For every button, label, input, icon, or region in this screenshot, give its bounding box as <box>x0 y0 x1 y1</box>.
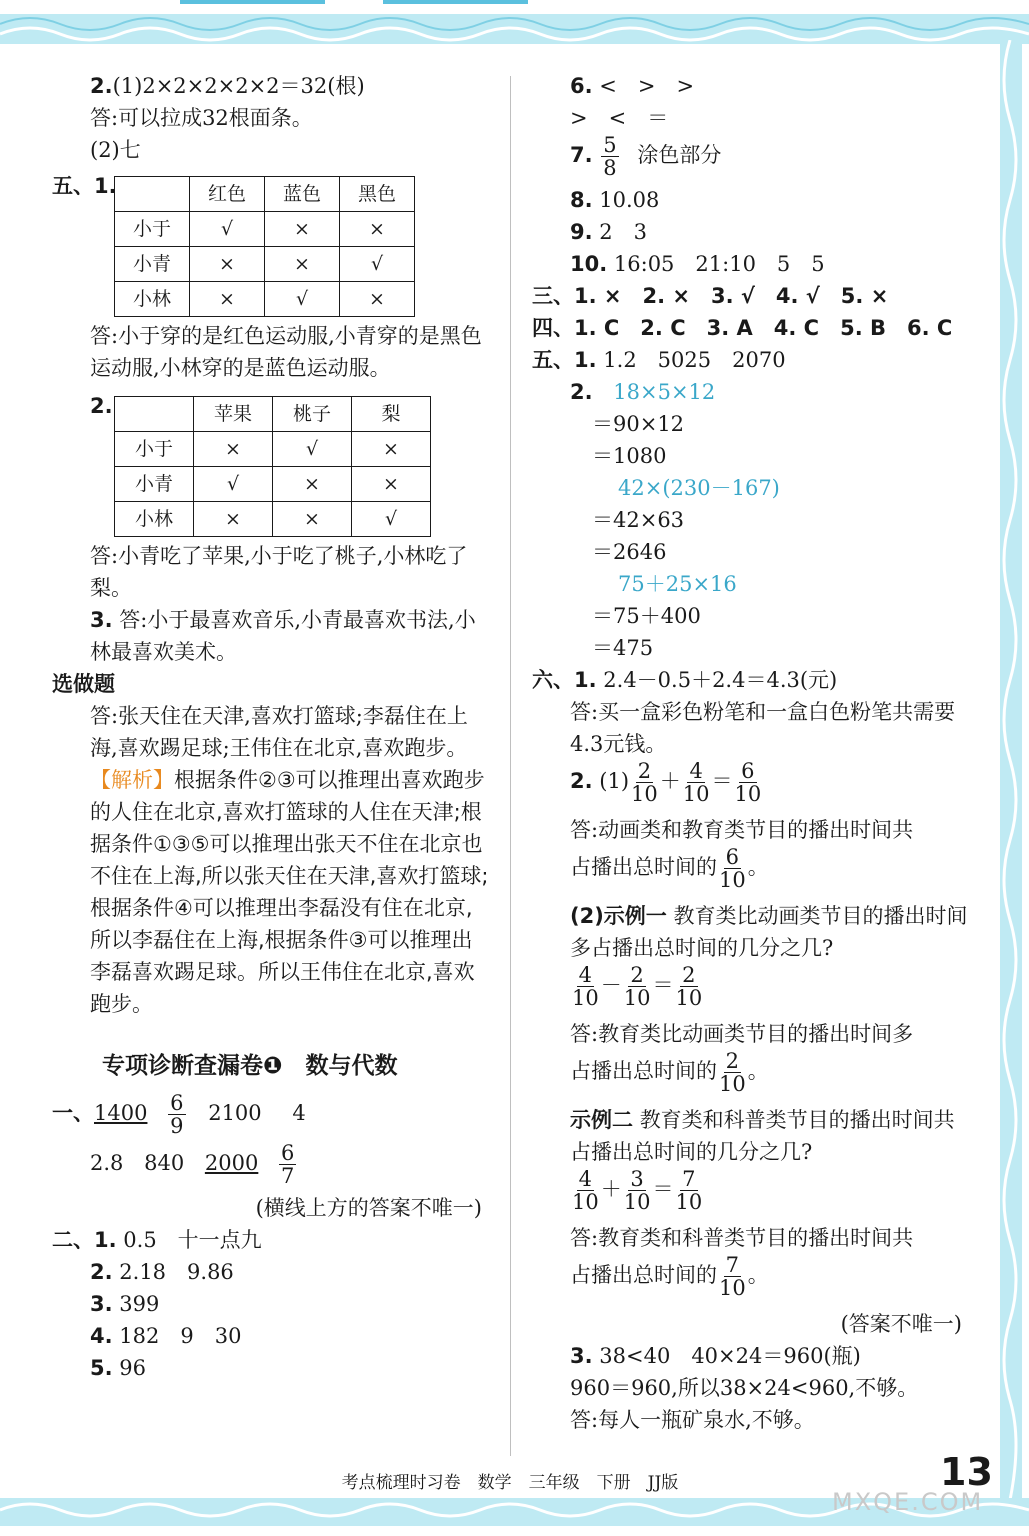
s2-q3: 3. 399 <box>90 1292 160 1316</box>
calc-step: ＝2646 <box>592 540 667 564</box>
s5-q1: 五、1. 红色 蓝色 黑色 小于 √ × × 小青 × × √ 小林 × √ × <box>52 170 492 320</box>
fraction: $\frac{2}{10}$ <box>675 963 703 1010</box>
eq3: $\frac{4}{10}$ ＋ $\frac{3}{10}$ ＝ $\frac{7}{10}$ <box>572 1167 703 1214</box>
q6-line1: 6. < > > <box>570 74 695 98</box>
calc-step: ＝475 <box>592 636 654 660</box>
example-2: 示例二 教育类和科普类节目的播出时间共占播出总时间的几分之几? <box>570 1108 955 1164</box>
answer-1: 答:小于穿的是红色运动服,小青穿的是黑色运动服,小林穿的是蓝色运动服。 <box>90 324 482 380</box>
q6-line2: > < ＝ <box>570 106 669 130</box>
calc-expression: 42×(230－167) <box>618 476 780 500</box>
answer-c: 答:教育类和科普类节目的播出时间共 <box>570 1226 914 1250</box>
answer-2: 答:小青吃了苹果,小于吃了桃子,小林吃了梨。 <box>90 544 468 600</box>
fraction: $\frac{6}{7}$ <box>281 1141 295 1188</box>
s2-q5: 5. 96 <box>90 1356 147 1380</box>
top-wave-border <box>0 0 1029 62</box>
s6-q1-answer: 答:买一盒彩色粉笔和一盒白色粉笔共需要4.3元钱。 <box>570 700 956 756</box>
q9: 9. 2 3 <box>570 220 648 244</box>
q2-answer: 答:可以拉成32根面条。 <box>90 106 313 130</box>
q7: 7. $\frac{5}{8}$ 涂色部分 <box>570 133 722 180</box>
calc-step: ＝1080 <box>592 444 667 468</box>
example-1: (2)示例一 教育类比动画类节目的播出时间多占播出总时间的几分之几? <box>570 904 968 960</box>
footer-text: 考点梳理时习卷 数学 三年级 下册 JJ版 <box>341 1473 679 1493</box>
q3-line2: 960＝960,所以38×24<960,不够。 <box>570 1376 919 1400</box>
q2-part2: (2)七 <box>90 138 141 162</box>
calc-step: ＝75＋400 <box>592 604 701 628</box>
fraction: $\frac{3}{10}$ <box>623 1167 651 1214</box>
fraction: $\frac{6}{10}$ <box>734 759 762 806</box>
right-wave-border <box>990 40 1029 1500</box>
q8: 8. 10.08 <box>570 188 660 212</box>
fraction: $\frac{7}{10}$ <box>675 1167 703 1214</box>
answer-a-cont: 占播出总时间的 $\frac{6}{10}$ 。 <box>570 845 769 892</box>
s2-q4: 4. 182 9 30 <box>90 1324 242 1348</box>
q3-line3: 答:每人一瓶矿泉水,不够。 <box>570 1408 815 1432</box>
fraction: $\frac{4}{10}$ <box>572 963 599 1010</box>
s5-q2: 2. 苹果 桃子 梨 小于 × √ × 小青 √ × × 小林 × × √ <box>52 390 492 540</box>
q3-line1: 3. 38<40 40×24＝960(瓶) <box>570 1344 861 1368</box>
clothing-table: 红色 蓝色 黑色 小于 √ × × 小青 × × √ 小林 × √ × <box>114 176 415 317</box>
calc-expression: 75＋25×16 <box>618 572 737 596</box>
answer-note: (答案不唯一) <box>840 1312 962 1336</box>
column-divider <box>510 76 511 1456</box>
fraction: $\frac{2}{10}$ <box>623 963 651 1010</box>
fraction: $\frac{6}{10}$ <box>719 845 746 892</box>
s6-q2-eq1: 2. (1) $\frac{2}{10}$ ＋ $\frac{4}{10}$ ＝ $\frac{6}{10}$ <box>570 759 762 806</box>
fraction: $\frac{6}{9}$ <box>170 1091 184 1138</box>
answer-b-cont: 占播出总时间的 $\frac{2}{10}$ 。 <box>570 1049 769 1096</box>
left-column <box>52 70 492 1384</box>
fraction: $\frac{7}{10}$ <box>719 1253 746 1300</box>
page-number: 13 <box>940 1450 993 1494</box>
answer-b: 答:教育类比动画类节目的播出时间多 <box>570 1022 914 1046</box>
fruit-table: 苹果 桃子 梨 小于 × √ × 小青 √ × × 小林 × × √ <box>114 396 431 537</box>
eq2: $\frac{4}{10}$ － $\frac{2}{10}$ ＝ $\frac{2}{10}$ <box>572 963 703 1010</box>
section-title: 专项诊断查漏卷❶ 数与代数 <box>102 1053 398 1079</box>
right-column <box>532 70 972 1436</box>
fraction: $\frac{4}{10}$ <box>682 759 710 806</box>
fraction: $\frac{4}{10}$ <box>572 1167 599 1214</box>
s1-note: (横线上方的答案不唯一) <box>255 1196 482 1220</box>
analysis: 【解析】根据条件②③可以推理出喜欢跑步的人住在北京,喜欢打篮球的人住在天津;根据条件①③⑤可以推理出张天不住在北京也不住在上海,所以张天住在天津,喜欢打篮球;根据条件④可以推理出李磊没有住在北京,所以李磊住在上海,根据条件③可以推理出李磊喜欢踢足球。所以王伟住在北京,喜欢跑步。 <box>90 768 489 1016</box>
answer-c-cont: 占播出总时间的 $\frac{7}{10}$ 。 <box>570 1253 769 1300</box>
answer-a: 答:动画类和教育类节目的播出时间共 <box>570 818 914 842</box>
q10: 10. 16:05 21:10 5 5 <box>570 252 825 276</box>
section-4: 四、1. C 2. C 3. A 4. C 5. B 6. C <box>532 316 953 340</box>
section-3: 三、1. × 2. × 3. √ 4. √ 5. × <box>532 284 889 308</box>
fraction: $\frac{2}{10}$ <box>631 759 658 806</box>
s1-row1: 一、1400 $\frac{6}{9}$ 2100 4 <box>52 1091 306 1138</box>
answer-3: 3. 答:小于最喜欢音乐,小青最喜欢书法,小林最喜欢美术。 <box>90 608 476 664</box>
calc-step: ＝90×12 <box>592 412 685 436</box>
fraction: $\frac{2}{10}$ <box>719 1049 746 1096</box>
s2-q1: 二、1. 0.5 十一点九 <box>52 1228 262 1252</box>
s2-q2: 2. 2.18 9.86 <box>90 1260 234 1284</box>
calc-step: ＝42×63 <box>592 508 685 532</box>
fraction: $\frac{5}{8}$ <box>603 133 617 180</box>
s5-q1: 五、1. 1.2 5025 2070 <box>532 348 786 372</box>
q2-part1: 2.(1)2×2×2×2×2＝32(根) <box>90 74 365 98</box>
optional-heading: 选做题 <box>52 672 115 696</box>
s5-q2: 2. 18×5×12 <box>570 380 716 404</box>
s1-row2: 2.8 840 2000 $\frac{6}{7}$ <box>90 1141 295 1188</box>
s6-q1: 六、1. 2.4－0.5＋2.4＝4.3(元) <box>532 668 838 692</box>
watermark: MXQE.COM <box>832 1488 984 1516</box>
optional-answer: 答:张天住在天津,喜欢打篮球;李磊住在上海,喜欢踢足球;王伟住在北京,喜欢跑步。 <box>90 704 468 760</box>
